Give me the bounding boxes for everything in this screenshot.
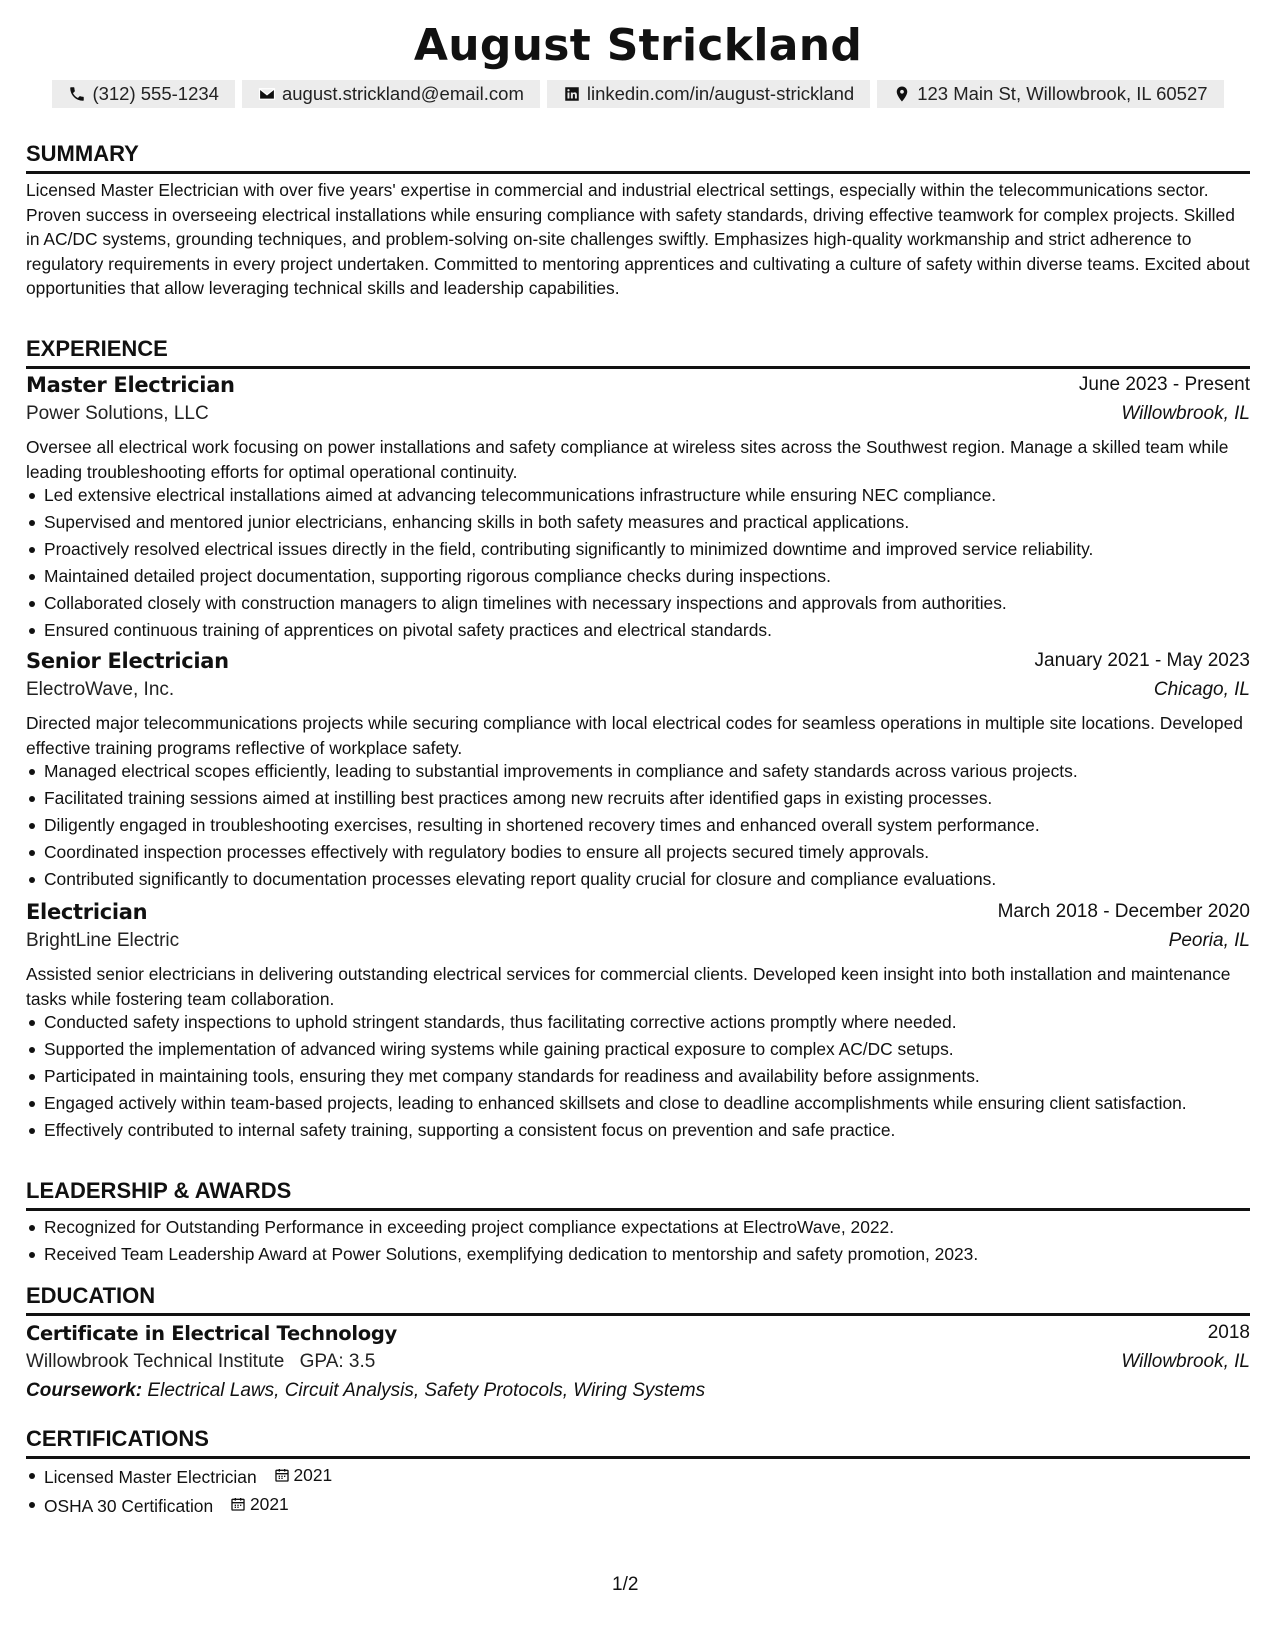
map-pin-icon xyxy=(893,85,911,103)
job-dates: June 2023 - Present xyxy=(1078,374,1250,395)
contact-linkedin[interactable] xyxy=(547,80,870,108)
linkedin-text: linkedin.com/in/august-strickland xyxy=(586,83,855,104)
job-bullets xyxy=(26,483,1250,645)
job-dates: March 2018 - December 2020 xyxy=(997,901,1250,922)
section-title-leadership: LEADERSHIP & AWARDS xyxy=(26,1178,1250,1211)
calendar-icon xyxy=(230,1496,246,1512)
list-item: Conducted safety inspections to uphold stringent standards, thus facilitating corrective actions promptly where needed. xyxy=(26,1010,1250,1034)
linkedin-icon xyxy=(563,85,581,103)
education-coursework xyxy=(26,1380,705,1402)
job-company: BrightLine Electric xyxy=(26,930,180,951)
coursework-label: Coursework: xyxy=(26,1380,143,1401)
certification-year-group xyxy=(230,1492,289,1516)
job-description: Assisted senior electricians in delivering outstanding electrical services for commercial clients. Developed keen insight into both installation and maintenance tasks while fostering team collaboration. xyxy=(26,964,1231,1009)
contact-address xyxy=(877,80,1223,108)
education-gpa: GPA: 3.5 xyxy=(299,1351,376,1372)
list-item: Participated in maintaining tools, ensuring they met company standards for readiness and availability before assignments. xyxy=(26,1064,1250,1088)
job-location: Peoria, IL xyxy=(1168,930,1250,951)
phone-text: (312) 555-1234 xyxy=(92,83,219,104)
phone-icon xyxy=(68,85,86,103)
contact-phone xyxy=(52,80,235,108)
list-item: Proactively resolved electrical issues directly in the field, contributing significantly to minimized downtime and improved service reliability. xyxy=(26,537,1250,561)
certification-list xyxy=(26,1463,1250,1521)
certification-name: Licensed Master Electrician xyxy=(44,1467,257,1487)
list-item: Led extensive electrical installations aimed at advancing telecommunications infrastructure while ensuring NEC compliance. xyxy=(26,483,1250,507)
list-item xyxy=(26,1492,1250,1518)
list-item: Contributed significantly to documentation processes elevating report quality crucial for closure and compliance evaluations. xyxy=(26,867,1250,891)
job-location: Willowbrook, IL xyxy=(1121,403,1250,424)
list-item: Engaged actively within team-based projects, leading to enhanced skillsets and close to deadline accomplishments while ensuring client satisfaction. xyxy=(26,1091,1250,1115)
page-number: 1/2 xyxy=(612,1574,639,1595)
job-company: ElectroWave, Inc. xyxy=(26,679,175,700)
job-location: Chicago, IL xyxy=(1153,679,1250,700)
list-item: Managed electrical scopes efficiently, leading to substantial improvements in compliance and safety standards across various projects. xyxy=(26,759,1250,783)
list-item: Ensured continuous training of apprentices on pivotal safety practices and electrical standards. xyxy=(26,618,1250,642)
contact-bar xyxy=(26,80,1250,108)
list-item: Maintained detailed project documentation, supporting rigorous compliance checks during inspections. xyxy=(26,564,1250,588)
section-title-education: EDUCATION xyxy=(26,1283,1250,1316)
email-text: august.strickland@email.com xyxy=(281,83,524,104)
education-degree: Certificate in Electrical Technology xyxy=(26,1322,397,1345)
job-dates: January 2021 - May 2023 xyxy=(1034,650,1250,671)
list-item: Effectively contributed to internal safety training, supporting a consistent focus on prevention and safe practice. xyxy=(26,1118,1250,1142)
job-description: Oversee all electrical work focusing on power installations and safety compliance at wireless sites across the Southwest region. Manage a skilled team while leading troubleshooting efforts for optimal operational continuity. xyxy=(26,437,1229,482)
envelope-icon xyxy=(258,85,276,103)
job-bullets xyxy=(26,1010,1250,1145)
education-school-line xyxy=(26,1351,375,1373)
list-item: Collaborated closely with construction managers to align timelines with necessary inspections and approvals from authorities. xyxy=(26,591,1250,615)
calendar-icon xyxy=(274,1467,290,1483)
list-item: Diligently engaged in troubleshooting exercises, resulting in shortened recovery times and enhanced overall system performance. xyxy=(26,813,1250,837)
list-item: Recognized for Outstanding Performance in exceeding project compliance expectations at ElectroWave, 2022. xyxy=(26,1215,1250,1239)
contact-email[interactable] xyxy=(242,80,540,108)
section-title-experience: EXPERIENCE xyxy=(26,336,1250,369)
candidate-name: August Strickland xyxy=(413,20,863,71)
job-title: Electrician xyxy=(26,900,148,924)
list-item: Supervised and mentored junior electricians, enhancing skills in both safety measures and practical applications. xyxy=(26,510,1250,534)
education-school: Willowbrook Technical Institute xyxy=(26,1351,285,1372)
job-description: Directed major telecommunications projects while securing compliance with local electrical codes for seamless operations in multiple site locations. Developed effective training programs reflective of workplace safety. xyxy=(26,713,1243,758)
job-company: Power Solutions, LLC xyxy=(26,403,209,424)
list-item xyxy=(26,1463,1250,1489)
coursework-list: Electrical Laws, Circuit Analysis, Safety Protocols, Wiring Systems xyxy=(147,1380,706,1401)
job-title: Master Electrician xyxy=(26,373,235,397)
leadership-bullets xyxy=(26,1215,1250,1269)
education-year: 2018 xyxy=(1207,1322,1250,1343)
certification-name: OSHA 30 Certification xyxy=(44,1496,214,1516)
certification-year: 2021 xyxy=(250,1494,289,1514)
address-text: 123 Main St, Willowbrook, IL 60527 xyxy=(917,83,1208,104)
section-title-summary: SUMMARY xyxy=(26,141,1250,174)
job-bullets xyxy=(26,759,1250,894)
section-title-certifications: CERTIFICATIONS xyxy=(26,1426,1250,1459)
education-location: Willowbrook, IL xyxy=(1121,1351,1250,1372)
job-title: Senior Electrician xyxy=(26,649,229,673)
certification-year-group xyxy=(274,1463,333,1487)
list-item: Supported the implementation of advanced wiring systems while gaining practical exposure to complex AC/DC setups. xyxy=(26,1037,1250,1061)
list-item: Facilitated training sessions aimed at instilling best practices among new recruits after identified gaps in existing processes. xyxy=(26,786,1250,810)
list-item: Received Team Leadership Award at Power Solutions, exemplifying dedication to mentorship and safety promotion, 2023. xyxy=(26,1242,1250,1266)
summary-text: Licensed Master Electrician with over five years' expertise in commercial and industrial electrical settings, especially within the telecommunications sector. Proven success in overseeing electrical installations while ensuring compliance with safety standards, driving effective teamwork for complex projects. Skilled in AC/DC systems, grounding techniques, and problem-solving on-site challenges swiftly. Emphasizes high-quality workmanship and strict adherence to regulatory requirements in every project undertaken. Committed to mentoring apprentices and cultivating a culture of safety within diverse teams. Excited about opportunities that allow leveraging technical skills and leadership capabilities. xyxy=(26,180,1250,298)
list-item: Coordinated inspection processes effectively with regulatory bodies to ensure all projects secured timely approvals. xyxy=(26,840,1250,864)
certification-year: 2021 xyxy=(293,1465,333,1485)
